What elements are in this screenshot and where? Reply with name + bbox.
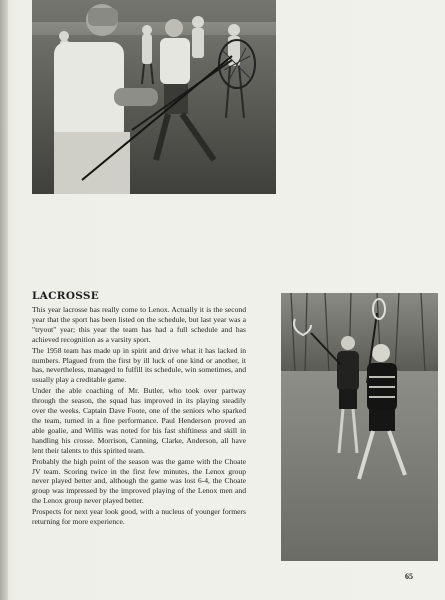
photo-lacrosse-practice <box>32 0 276 194</box>
article-paragraph: The 1958 team has made up in spirit and drive what it has lacked in numbers. Plagued from the first by ill luck of one kind or another, it has, nevertheless, managed to fulfill its schedule, win sometimes, and usually play a creditable game. <box>32 345 246 385</box>
article-heading: LACROSSE <box>32 290 100 302</box>
article-paragraph: This year lacrosse has really come to Lenox. Actually it is the second year that the sport has been listed on the schedule, but last year was a "tryout" year; this year the team has had a full schedule and has achieved recognition as a varsity sport. <box>32 305 246 344</box>
lacrosse-article <box>32 290 246 528</box>
article-paragraph: Under the able coaching of Mr. Butler, who took over partway through the season, the squad has improved in its playing steadily over the weeks. Captain Dave Foote, one of the seniors who sparked the team, turned in a fine performance. Paul Henderson proved an able goalie, and Willis was noted for his fast shiftiness and skill in handling his crosse. Morrison, Canning, Clarke, Anderson, all have lent their talents to this spirited team. <box>32 386 246 455</box>
page-number: 65 <box>405 572 413 581</box>
page-binding-edge <box>0 0 8 600</box>
article-paragraph: Prospects for next year look good, with a nucleus of younger formers returning for more experience. <box>32 507 246 527</box>
article-paragraph: Probably the high point of the season was the game with the Choate JV team. Scoring twice in the first few minutes, the Lenox group never played better and, although the game was lost 6-4, the Choate group was impressed by the improved playing of the Lenox men and the Lenox group never played better. <box>32 456 246 506</box>
photo-lacrosse-game <box>281 293 438 561</box>
